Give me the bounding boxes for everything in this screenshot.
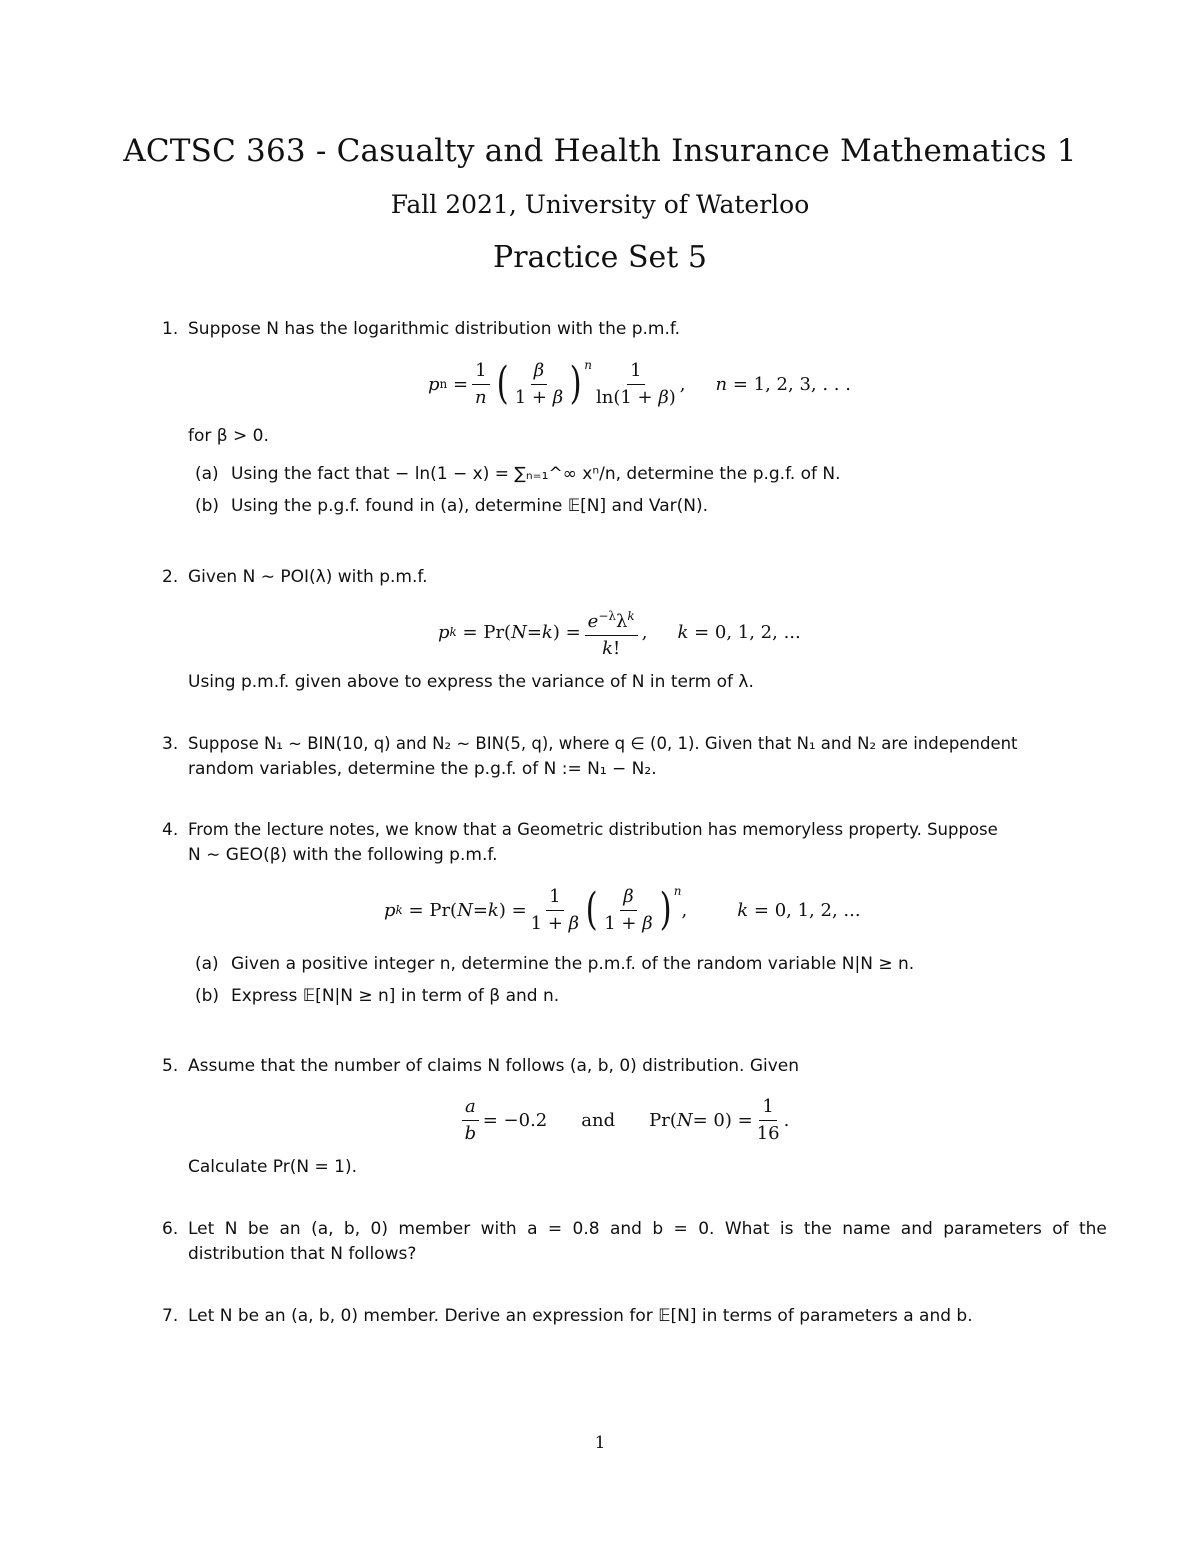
problem-7-number: 7. [162,1306,179,1326]
problem-6-line-2: distribution that N follows? [188,1244,417,1264]
problem-5-equation: $\frac{a}{b}$ = −0.2 and Pr( N = 0) = $\frac{1}{16}$ . [458,1094,789,1146]
problem-2-intro: Given N ∼ POI(λ) with p.m.f. [188,567,428,587]
problem-7-line-1: Let N be an (a, b, 0) member. Derive an expression for 𝔼[N] in terms of parameters a and b. [188,1306,973,1326]
document-subtitle: Fall 2021, University of Waterloo [390,190,810,219]
problem-1b-label: (b) [195,496,220,516]
problem-3-number: 3. [162,734,179,754]
problem-2-equation: p k = Pr( N = k ) = $\frac{e^{-\lambda}\lambda^k}{k!}$ , k = 0, 1, 2, ... [438,606,801,658]
problem-1-number: 1. [162,319,179,339]
problem-1b-text: Using the p.g.f. found in (a), determine 𝔼[N] and Var(N). [231,496,709,516]
problem-2-number: 2. [162,567,179,587]
problem-2-question: Using p.m.f. given above to express the variance of N in term of λ. [188,672,754,692]
problem-5-question: Calculate Pr(N = 1). [188,1157,357,1177]
problem-3-line-2: random variables, determine the p.g.f. of N := N₁ − N₂. [188,759,657,779]
problem-5-intro: Assume that the number of claims N follows (a, b, 0) distribution. Given [188,1056,800,1076]
practice-set-title: Practice Set 5 [493,240,707,275]
problem-5-number: 5. [162,1056,179,1076]
problem-1-condition: for β > 0. [188,426,269,446]
problem-1-intro: Suppose N has the logarithmic distribution with the p.m.f. [188,319,681,339]
problem-3-line-1: Suppose N₁ ∼ BIN(10, q) and N₂ ∼ BIN(5, q), where q ∈ (0, 1). Given that N₁ and N₂ are independent [188,734,1018,753]
problem-4a-label: (a) [195,954,219,974]
problem-4b-label: (b) [195,986,220,1006]
problem-4-line-2: N ∼ GEO(β) with the following p.m.f. [188,845,498,865]
problem-4-line-1: From the lecture notes, we know that a Geometric distribution has memoryless property. Suppose [188,820,998,839]
problem-1-equation: p n = $\frac{1}{n}$ ( $\frac{\beta}{1 + \beta}$ ) $^n$ $\frac{1}{\ln(1 + \beta)}$ , n = 1, 2, 3, . . . [428,358,851,409]
problem-4-number: 4. [162,820,179,840]
page-number: 1 [594,1433,606,1453]
problem-1a-label: (a) [195,464,219,484]
problem-4a-text: Given a positive integer n, determine the p.m.f. of the random variable N|N ≥ n. [231,954,915,974]
problem-1a-text: Using the fact that − ln(1 − x) = ∑ₙ₌₁^∞ xⁿ/n, determine the p.g.f. of N. [231,464,841,484]
problem-4b-text: Express 𝔼[N|N ≥ n] in term of β and n. [231,986,560,1006]
document-title: ACTSC 363 - Casualty and Health Insurance Mathematics 1 [123,133,1077,169]
problem-6-number: 6. [162,1219,179,1239]
problem-6-line-1: Let N be an (a, b, 0) member with a = 0.8 and b = 0. What is the name and parameters of the [188,1219,1107,1239]
problem-4-equation: p k = Pr( N = k ) = $\frac{1}{1 + \beta}$ ( $\frac{\beta}{1 + \beta}$ ) $^n$ , k = 0, 1, 2, ... [384,884,861,935]
